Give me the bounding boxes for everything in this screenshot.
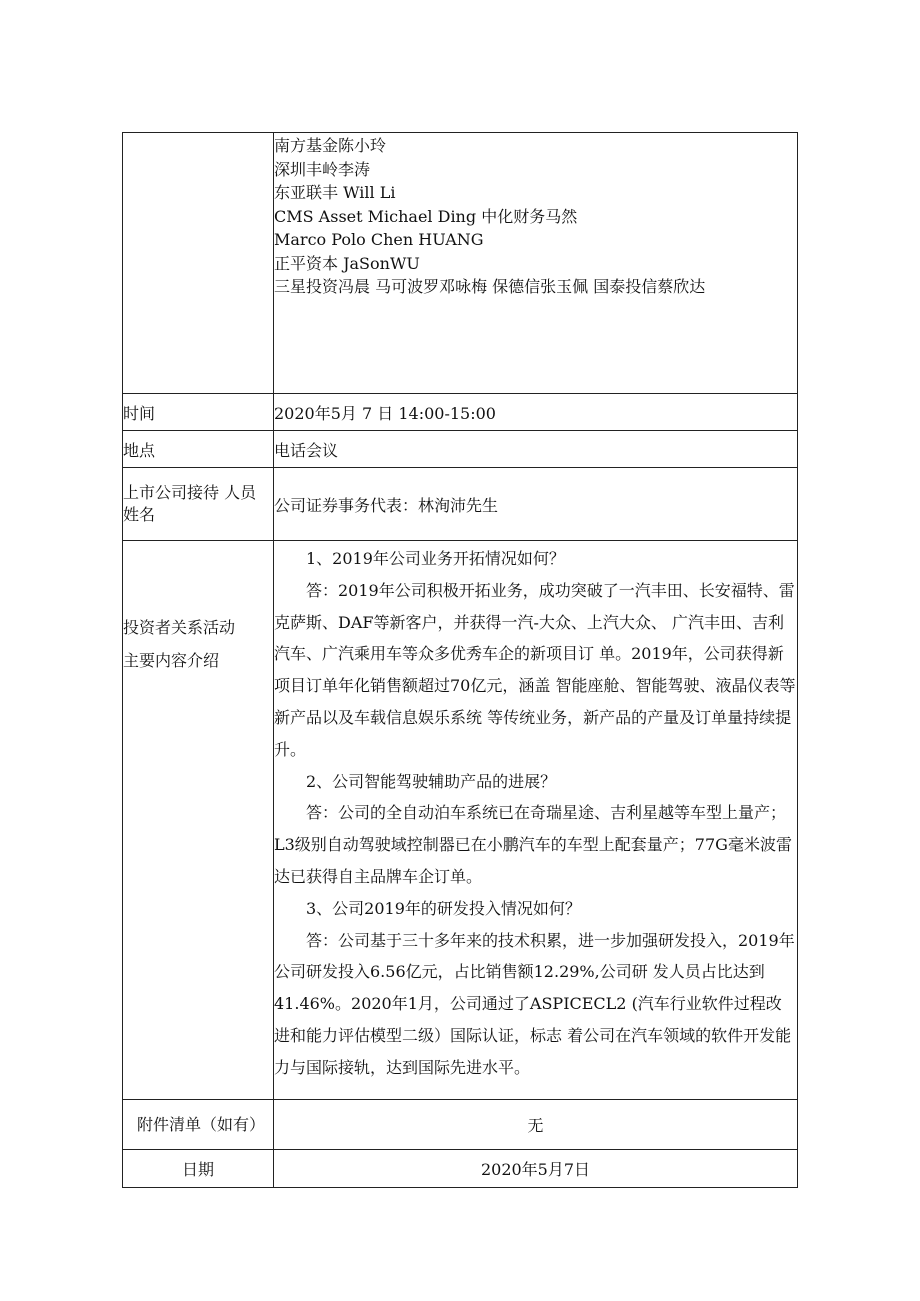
participant-line: 东亚联丰 Will Li [274,183,396,202]
question-1: 1、2019年公司业务开拓情况如何？ [306,549,565,568]
question-2: 2、公司智能驾驶辅助产品的进展？ [306,771,557,791]
answer-2: 答：公司的全自动泊车系统已在奇瑞星途、吉利星越等车型上量产；L3级别自动驾驶域控制器已在小鹏汽车的车型上配套量产；77G毫米波雷达已获得自主品牌车企订单。 [274,803,792,886]
reception-value: 公司证券事务代表：林洵沛先生 [274,468,798,541]
participant-line: 正平资本 JaSonWU [274,253,420,273]
attachments-label: 附件清单（如有） [123,1100,274,1150]
attachments-value: 无 [274,1100,798,1150]
date-label: 日期 [123,1150,274,1188]
participant-line: 深圳丰岭李涛 [274,159,371,179]
investor-relations-record-table [122,132,798,1188]
activity-content [274,541,798,1100]
participant-line: Marco Polo Chen HUANG [274,230,484,249]
location-label: 地点 [123,431,274,468]
question-3: 3、公司2019年的研发投入情况如何？ [306,898,581,918]
participants-label-cell [123,133,274,394]
participant-line: CMS Asset Michael Ding 中化财务马然 [274,206,578,226]
location-value: 电话会议 [274,431,798,468]
activity-label-line2: 主要内容介绍 [123,651,220,670]
reception-label: 上市公司接待 人员姓名 [123,468,274,541]
date-value: 2020年5月7日 [274,1150,798,1188]
time-label: 时间 [123,394,274,431]
participants-cell [274,133,798,394]
answer-3: 答：公司基于三十多年来的技术积累，进一步加强研发投入，2019年公司研发投入6.56亿元，占比销售额12.29%,公司研 发人员占比达到41.46%。2020年1月，公司通过了ASPICECL2 (汽车行业软件过程改进和能力评估模型二级）国际认证，标志 着公司在汽车领域的软件开发能力与国际接轨，达到国际先进水平。 [274,930,795,1077]
activity-label-cell [123,541,274,1100]
answer-1: 答：2019年公司积极开拓业务，成功突破了一汽丰田、长安福特、雷克萨斯、DAF等新客户，并获得一汽-大众、上汽大众、 广汽丰田、吉利汽车、广汽乘用车等众多优秀车企的新项目订 单。2019年，公司获得新项目订单年化销售额超过70亿元，涵盖 智能座舱、智能驾驶、液晶仪表等新产品以及车载信息娱乐系统 等传统业务，新产品的产量及订单量持续提升。 [274,580,796,759]
activity-label-line1: 投资者关系活动 [123,618,236,637]
participant-line: 南方基金陈小玲 [274,136,387,155]
participant-line: 三星投资冯晨 马可波罗邓咏梅 保德信张玉佩 国泰投信蔡欣达 [274,277,706,296]
time-value: 2020年5月 7 日 14:00-15:00 [274,394,798,431]
